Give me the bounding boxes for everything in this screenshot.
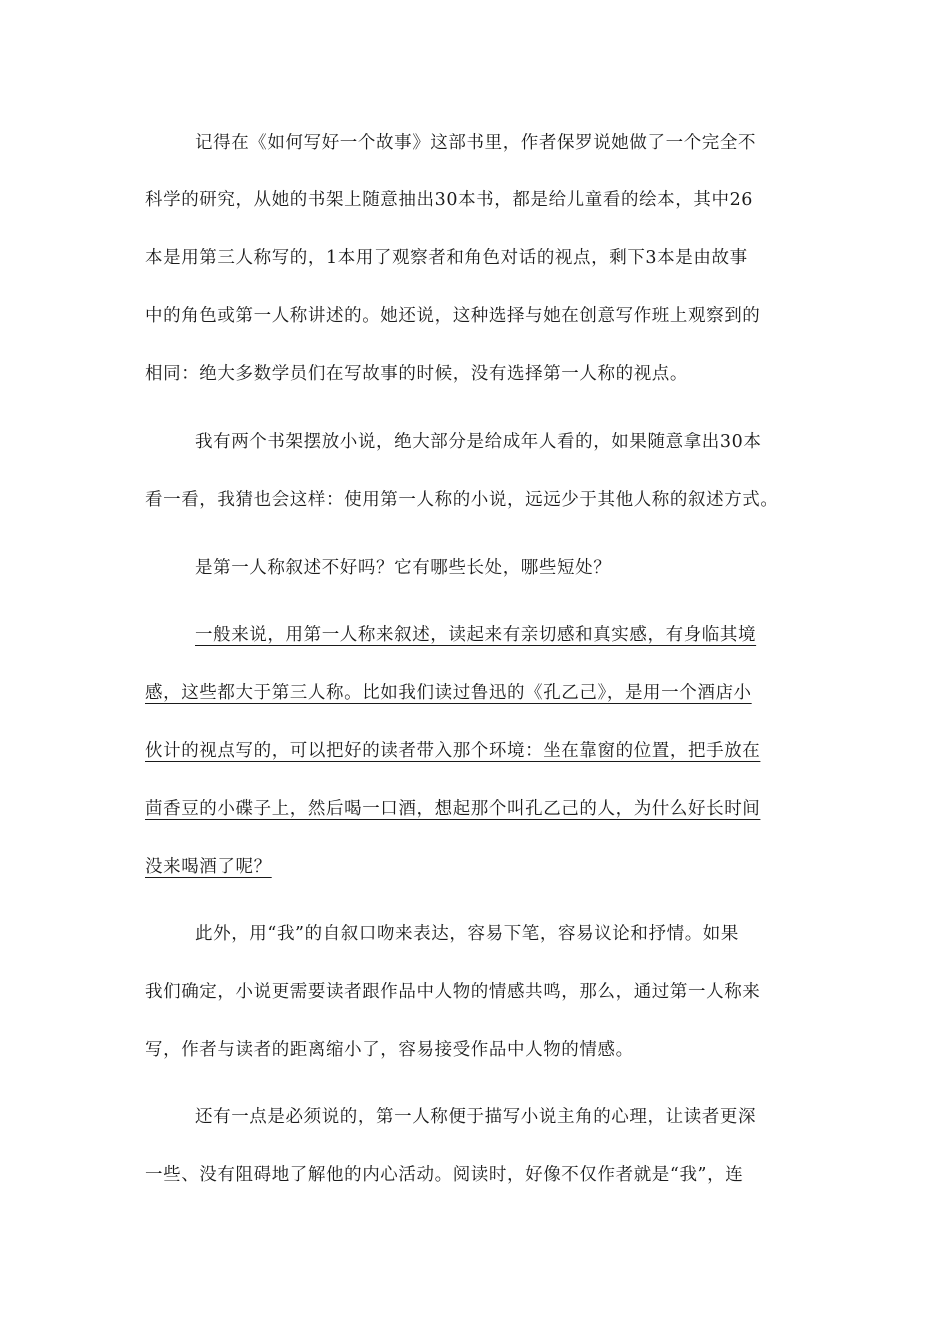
underlined-line: 伙计的视点写的，可以把好的读者带入那个环境：坐在靠窗的位置，把手放在 [145,741,761,761]
underlined-line: 感，这些都大于第三人称。比如我们读过鲁迅的《孔乙己》，是用一个酒店小 [145,683,752,703]
paragraph-line: 我有两个书架摆放小说，绝大部分是给成年人看的，如果随意拿出30本 [195,432,762,452]
paragraph-line: 本是用第三人称写的，1本用了观察者和角色对话的视点，剩下3本是由故事 [145,248,748,268]
paragraph-line: 我们确定，小说更需要读者跟作品中人物的情感共鸣，那么，通过第一人称来 [145,982,761,1002]
paragraph-line: 此外，用“我”的自叙口吻来表达，容易下笔，容易议论和抒情。如果 [195,924,739,944]
underlined-line: 没来喝酒了呢？ [145,857,272,877]
paragraph-line: 是第一人称叙述不好吗？它有哪些长处，哪些短处？ [195,558,612,578]
paragraph-line: 记得在《如何写好一个故事》这部书里，作者保罗说她做了一个完全不 [195,133,757,153]
paragraph-line: 看一看，我猜也会这样：使用第一人称的小说，远远少于其他人称的叙述方式。 [145,490,779,510]
paragraph-line: 一些、没有阻碍地了解他的内心活动。阅读时，好像不仅作者就是“我”，连 [145,1165,744,1185]
underlined-line: 一般来说，用第一人称来叙述，读起来有亲切感和真实感，有身临其境 [195,625,757,645]
paragraph-line: 写，作者与读者的距离缩小了，容易接受作品中人物的情感。 [145,1040,634,1060]
paragraph-line: 中的角色或第一人称讲述的。她还说，这种选择与她在创意写作班上观察到的 [145,306,761,326]
paragraph-line: 科学的研究，从她的书架上随意抽出30本书，都是给儿童看的绘本，其中26 [145,190,754,210]
underlined-line: 茴香豆的小碟子上，然后喝一口酒，想起那个叫孔乙己的人，为什么好长时间 [145,799,761,819]
paragraph-line: 还有一点是必须说的，第一人称便于描写小说主角的心理，让读者更深 [195,1107,757,1127]
paragraph-line: 相同：绝大多数学员们在写故事的时候，没有选择第一人称的视点。 [145,364,688,384]
